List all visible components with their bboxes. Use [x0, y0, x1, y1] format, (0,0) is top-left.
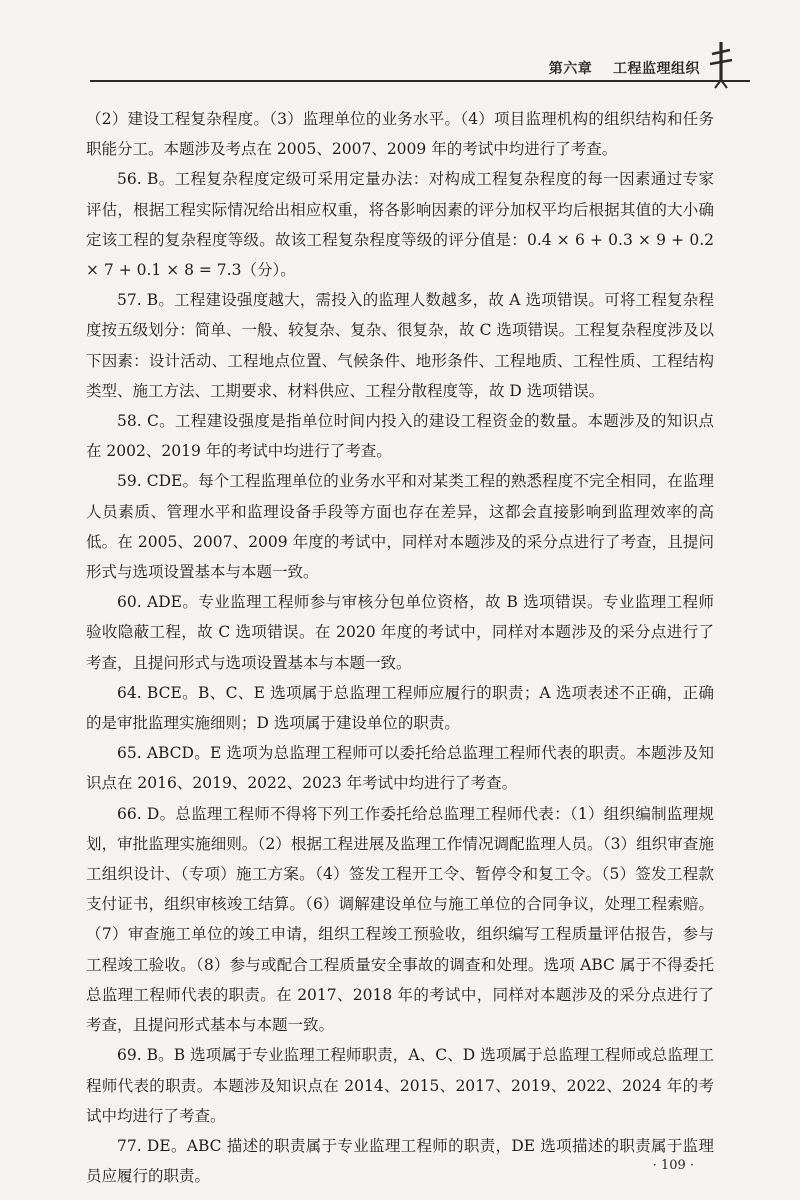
- answer-69: 69. B。B 选项属于专业监理工程师职责，A、C、D 选项属于总监理工程师或总监理工程师代表的职责。本题涉及知识点在 2014、2015、2017、2019、2022、2024 年的考试中均进行了考查。: [86, 1046, 714, 1125]
- page-header: [0, 0, 800, 100]
- answer-77: 77. DE。ABC 描述的职责属于专业监理工程师的职责，DE 选项描述的职责属于监理员应履行的职责。: [86, 1136, 714, 1186]
- answer-65: 65. ABCD。E 选项为总监理工程师可以委托给总监理工程师代表的职责。本题涉及知识点在 2016、2019、2022、2023 年考试中均进行了考查。: [86, 744, 714, 793]
- answer-59: 59. CDE。每个工程监理单位的业务水平和对某类工程的熟悉程度不完全相同，在监理人员素质、管理水平和监理设备手段等方面也存在差异，这都会直接影响到监理效率的高低。在 2005、2007、2009 年度的考试中，同样对本题涉及的采分点进行了考查，且提问形式与选项设置基本与本题一致。: [86, 472, 714, 582]
- chapter-number: 第六章: [548, 61, 593, 77]
- chapter-name: 工程监理组织: [613, 61, 700, 77]
- page-number: · 109 ·: [652, 1158, 694, 1173]
- answer-57: 57. B。工程建设强度越大，需投入的监理人数越多，故 A 选项错误。可将工程复杂程度按五级划分：简单、一般、较复杂、复杂、很复杂，故 C 选项错误。工程复杂程度涉及以下因素：设计活动、工程地点位置、气候条件、地形条件、工程地质、工程性质、工程结构类型、施工方法、工期要求、材料供应、工程分散程度等，故 D 选项错误。: [86, 291, 714, 400]
- answer-64: 64. BCE。B、C、E 选项属于总监理工程师应履行的职责；A 选项表述不正确，正确的是审批监理实施细则；D 选项属于建设单位的职责。: [86, 683, 714, 733]
- pen-nib-icon: [704, 40, 738, 90]
- answer-66: 66. D。总监理工程师不得将下列工作委托给总监理工程师代表：（1）组织编制监理规划，审批监理实施细则。（2）根据工程进展及监理工作情况调配监理人员。（3）组织审查施工组织设计、（专项）施工方案。（4）签发工程开工令、暂停令和复工令。（5）签发工程款支付证书，组织审核竣工结算。（6）调解建设单位与施工单位的合同争议，处理工程索赔。（7）审查施工单位的竣工申请，组织工程竣工预验收，组织编写工程质量评估报告，参与工程竣工验收。（8）参与或配合工程质量安全事故的调查和处理。选项 ABC 属于不得委托总监理工程师代表的职责。在 2017、2018 年的考试中，同样对本题涉及的采分点进行了考查，且提问形式基本与本题一致。: [86, 804, 714, 1035]
- chapter-title: [549, 58, 700, 78]
- answer-58: 58. C。工程建设强度是指单位时间内投入的建设工程资金的数量。本题涉及的知识点在 2002、2019 年的考试中均进行了考查。: [86, 412, 714, 461]
- answer-explanations: [86, 104, 714, 1191]
- paragraph-continued: （2）建设工程复杂程度。（3）监理单位的业务水平。（4）项目监理机构的组织结构和任务职能分工。本题涉及考点在 2005、2007、2009 年的考试中均进行了考查。: [86, 110, 714, 159]
- answer-56: 56. B。工程复杂程度定级可采用定量办法：对构成工程复杂程度的每一因素通过专家评估，根据工程实际情况给出相应权重，将各影响因素的评分加权平均后根据其值的大小确定该工程的复杂程度等级。故该工程复杂程度等级的评分值是：0.4 × 6 + 0.3 × 9 + 0.2 × 7 + 0.1 × 8 = 7.3（分）。: [86, 170, 714, 280]
- answer-60: 60. ADE。专业监理工程师参与审核分包单位资格，故 B 选项错误。专业监理工程师验收隐蔽工程，故 C 选项错误。在 2020 年度的考试中，同样对本题涉及的采分点进行了考查，且提问形式与选项设置基本与本题一致。: [86, 593, 714, 672]
- header-divider: [90, 80, 750, 82]
